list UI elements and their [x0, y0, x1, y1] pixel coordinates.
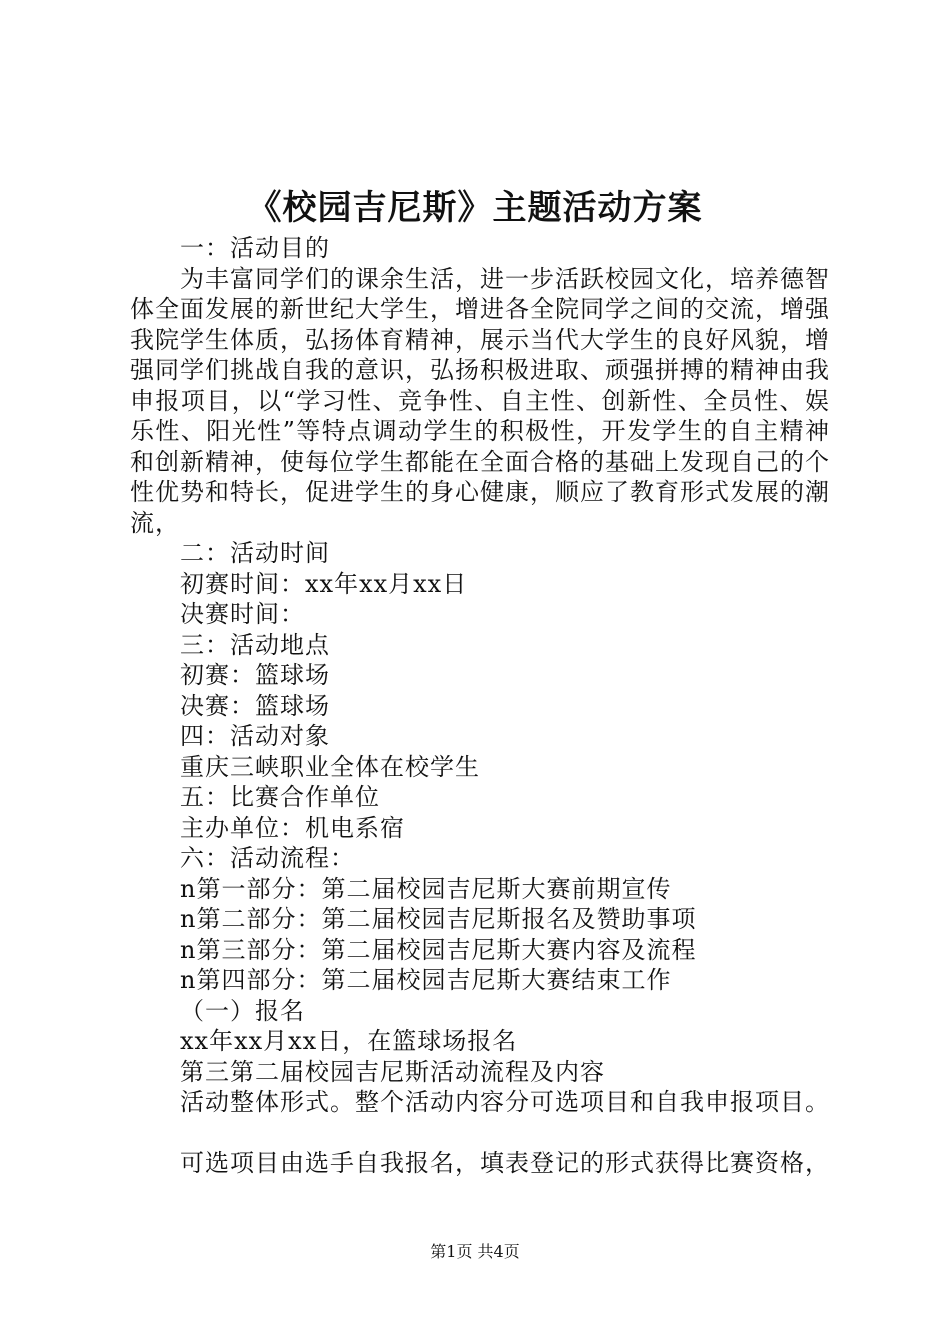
final-time: 决赛时间： — [180, 600, 305, 628]
optional-items-text: 可选项目由选手自我报名，填表登记的形式获得比赛资格， — [180, 1148, 830, 1177]
purpose-paragraph: 为丰富同学们的课余生活，进一步活跃校园文化，培养德智体全面发展的新世纪大学生，增进各全院同学之间的交流，增强我院学生体质，弘扬体育精神，展示当代大学生的良好风貌，增强同学们挑战自我的意识，弘扬积极进取、顽强拼搏的精神由我申报项目，以“学习性、竞争性、自主性、创新性、全员性、娱乐性、阳光性”等特点调动学生的积极性，开发学生的自主精神和创新精神，使每位学生都能在全面合格的基础上发现自己的个性优势和特长，促进学生的身心健康，顺应了教育形式发展的潮流， — [130, 264, 830, 537]
section-heading-partners: 五：比赛合作单位 — [180, 783, 380, 811]
process-part-1: n第一部分：第二届校园吉尼斯大赛前期宣传 — [180, 874, 672, 903]
page-footer: 第1页 共4页 — [430, 1242, 520, 1261]
preliminary-time: 初赛时间：xx年xx月xx日 — [180, 569, 468, 598]
registration-detail: xx年xx月xx日，在篮球场报名 — [180, 1027, 518, 1055]
final-location: 决赛：篮球场 — [180, 691, 330, 720]
audience-text: 重庆三峡职业全体在校学生 — [180, 752, 480, 781]
document-body — [130, 233, 830, 1178]
registration-heading: （一）报名 — [180, 996, 305, 1025]
process-part-2: n第二部分：第二届校园吉尼斯报名及赞助事项 — [180, 905, 697, 933]
preliminary-location: 初赛：篮球场 — [180, 661, 330, 689]
host-unit: 主办单位：机电系宿 — [180, 813, 405, 842]
paragraph-gap — [130, 1118, 830, 1148]
document-title: 《校园吉尼斯》主题活动方案 — [247, 188, 703, 228]
flow-heading: 第三第二届校园吉尼斯活动流程及内容 — [180, 1057, 605, 1086]
section-heading-process: 六：活动流程： — [180, 844, 355, 872]
section-heading-audience: 四：活动对象 — [180, 722, 330, 750]
section-heading-location: 三：活动地点 — [180, 630, 330, 659]
section-heading-time: 二：活动时间 — [180, 539, 330, 567]
process-part-3: n第三部分：第二届校园吉尼斯大赛内容及流程 — [180, 935, 697, 964]
flow-overall: 活动整体形式。整个活动内容分可选项目和自我申报项目。 — [180, 1088, 830, 1116]
section-heading-purpose: 一：活动目的 — [180, 234, 330, 262]
process-part-4: n第四部分：第二届校园吉尼斯大赛结束工作 — [180, 966, 672, 994]
